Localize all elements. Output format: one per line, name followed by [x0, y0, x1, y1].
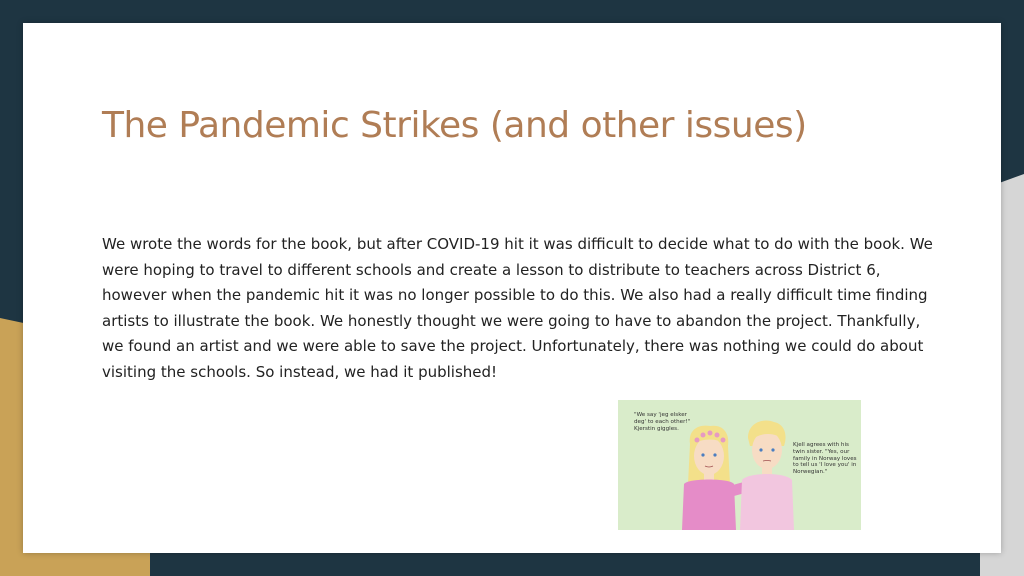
book-illustration: [618, 400, 861, 530]
illustration-caption-left: "We say 'jeg elsker deg' to each other!" Kjerstin giggles.: [634, 412, 691, 432]
slide-title: The Pandemic Strikes (and other issues): [102, 105, 807, 146]
slide: [23, 23, 1001, 553]
slide-body-text: We wrote the words for the book, but after COVID-19 hit it was difficult to decide what to do with the book. We were hoping to travel to different schools and create a lesson to distribute to teachers across District 6, however when the pandemic hit it was no longer possible to do this. We also had a really difficult time finding artists to illustrate the book. We honestly thought we were going to have to abandon the project. Thankfully, we found an artist and we were able to save the project. Unfortunately, there was nothing we could do about visiting the schools. So instead, we had it published!: [102, 235, 933, 381]
illustration-caption-right: Kjell agrees with his twin sister. "Yes, our family in Norway loves to tell us 'I love you' in Norwegian.": [793, 442, 857, 476]
